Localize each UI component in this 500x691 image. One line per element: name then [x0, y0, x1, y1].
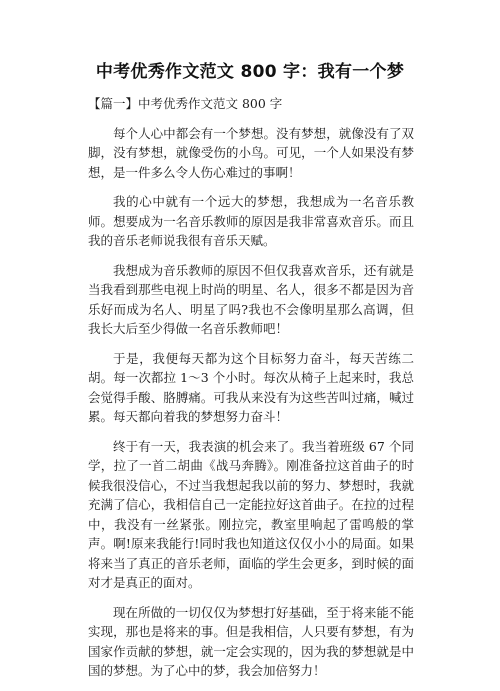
paragraph-6: 现在所做的一切仅仅为梦想打好基础，至于将来能不能实现，那也是将来的事。但是我相信，人只要有梦想，有为国家作贡献的梦想，就一定会实现的，因为我的梦想就是中国的梦想。为了心中的梦，我会加倍努力！: [88, 604, 414, 678]
paragraph-1: 每个人心中都会有一个梦想。没有梦想，就像没有了双脚，没有梦想，就像受伤的小鸟。可见，一个人如果没有梦想，是一件多么令人伤心难过的事啊！: [88, 125, 414, 180]
paragraph-4: 于是，我便每天都为这个目标努力奋斗，每天苦练二胡。每一次都拉 1～3 个小时。每次从椅子上起来时，我总会觉得手酸、胳膊痛。可我从来没有为这些苦叫过痛，喊过累。每天都向着我的梦想努力奋斗！: [88, 350, 414, 424]
document-title: 中考优秀作文范文 800 字：我有一个梦: [95, 62, 405, 82]
paragraph-3: 我想成为音乐教师的原因不但仅我喜欢音乐，还有就是当我看到那些电视上时尚的明星、名人，很多不都是因为音乐好而成为名人、明星了吗?我也不会像明星那么高调，但我长大后至少得做一名音乐教师吧！: [88, 262, 414, 336]
paragraph-5: 终于有一天，我表演的机会来了。我当着班级 67 个同学，拉了一首二胡曲《战马奔腾》。刚准备拉这首曲子的时候我很没信心，不过当我想起我以前的努力、梦想时，我就充满了信心，我相信自己一定能拉好这首曲子。在拉的过程中，我没有一丝紧张。刚拉完，教室里响起了雷鸣般的掌声。啊!原来我能行!同时我也知道这仅仅小小的局面。如果将来当了真正的音乐老师，面临的学生会更多，到时候的面对才是真正的面对。: [88, 438, 414, 590]
document-body: [88, 94, 414, 691]
paragraph-2: 我的心中就有一个远大的梦想，我想成为一名音乐教师。想要成为一名音乐教师的原因是我非常喜欢音乐。而且我的音乐老师说我很有音乐天赋。: [88, 194, 414, 248]
section-heading: 【篇一】中考优秀作文范文 800 字: [88, 96, 283, 111]
